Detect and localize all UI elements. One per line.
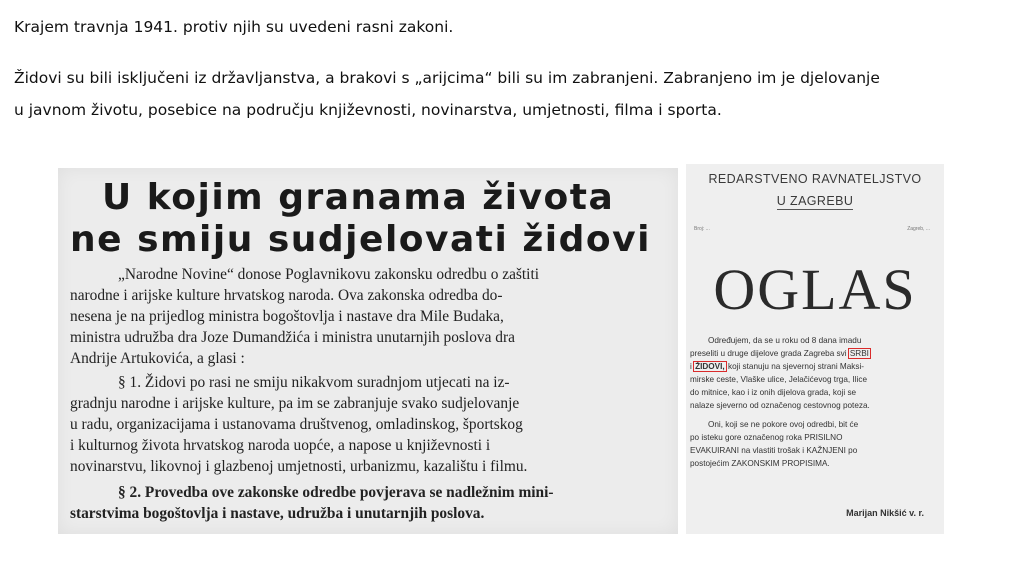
clipping-line: novinarstvu, likovnoj i glazbenoj umjetnosti, urbanizmu, kazalištu i filmu. (70, 458, 528, 475)
body-line-2: u javnom životu, posebice na području književnosti, novinarstva, umjetnosti, filma i sporta. (14, 101, 722, 119)
clipping-line: „Narodne Novine“ donose Poglavnikovu zakonsku odredbu o zaštiti (118, 266, 540, 283)
poster-line: po isteku gore označenog roka PRISILNO (690, 433, 843, 442)
poster-line: EVAKUIRANI na vlastiti trošak i KAŽNJENI po (690, 446, 858, 455)
poster-signature: Marijan Nikšić v. r. (846, 508, 924, 518)
poster-meta-right: Zagreb, ... (907, 226, 930, 232)
poster-line (690, 360, 938, 373)
poster-line: Određujem, da se u roku od 8 dana imadu (708, 336, 862, 345)
poster-line: mirske ceste, Vlaške ulice, Jelačićevog trga, Ilice (690, 375, 868, 384)
clipping-line: narodne i arijske kulture hrvatskog naroda. Ova zakonska odredba do- (70, 287, 503, 304)
clipping-headline-1: U kojim granama života (102, 177, 615, 218)
poster-header-2 (686, 194, 944, 208)
highlight-srbi: SRBI (849, 349, 869, 358)
clipping-headline-2: ne smiju sudjelovati židovi (70, 219, 651, 260)
poster-line (690, 347, 938, 360)
clipping-line: nesena je na prijedlog ministra bogoštovlja i nastave dra Mile Budaka, (70, 308, 504, 325)
body-text (14, 62, 1014, 126)
poster-line: postojećim ZAKONSKIM PROPISIMA. (690, 459, 830, 468)
poster-text: i (690, 362, 692, 371)
newspaper-clipping-image (58, 168, 678, 534)
poster-line: Oni, koji se ne pokore ovoj odredbi, bit će (708, 420, 859, 429)
poster-header-1: REDARSTVENO RAVNATELJSTVO (708, 172, 922, 186)
body-line-1: Židovi su bili isključeni iz državljanstva, a brakovi s „arijcima“ bili su im zabranjeni. Zabranjeno im je djelovanje (14, 69, 880, 87)
poster-line: nalaze sjeverno od označenog cestovnog poteza. (690, 401, 870, 410)
poster-text: preseliti u druge dijelove grada Zagreba svi (690, 349, 847, 358)
caption: Krajem travnja 1941. protiv njih su uvedeni rasni zakoni. (14, 18, 454, 36)
poster-title: OGLAS (713, 257, 917, 322)
poster-meta-left: Broj: ... (694, 226, 710, 232)
poster-header-2-text: U ZAGREBU (776, 194, 854, 208)
poster-image (686, 164, 944, 534)
highlight-zidovi: ŽIDOVI, (695, 362, 725, 371)
poster-text: koji stanuju na sjevernoj strani Maksi- (727, 362, 865, 371)
poster-line: do mitnice, kao i iz onih dijelova grada, koji se (690, 388, 857, 397)
clipping-line: starstvima bogoštovlja i nastave, udružba i unutarnjih poslova. (70, 505, 485, 522)
clipping-line: gradnju narodne i arijske kulture, pa im se zabranjuje svako sudjelovanje (70, 395, 520, 412)
clipping-line: ministra udružba dra Joze Dumandžića i ministra unutarnjih poslova dra (70, 329, 515, 346)
clipping-line: i kulturnog života hrvatskog naroda uopće, a napose u književnosti i (70, 437, 491, 454)
clipping-line: Andrije Artukovića, a glasi : (70, 350, 245, 367)
clipping-line: § 2. Provedba ove zakonske odredbe povjerava se nadležnim mini- (118, 484, 554, 501)
clipping-line: § 1. Židovi po rasi ne smiju nikakvom suradnjom utjecati na iz- (118, 374, 510, 391)
clipping-line: u radu, organizacijama i ustanovama društvenog, omladinskog, športskog (70, 416, 523, 433)
